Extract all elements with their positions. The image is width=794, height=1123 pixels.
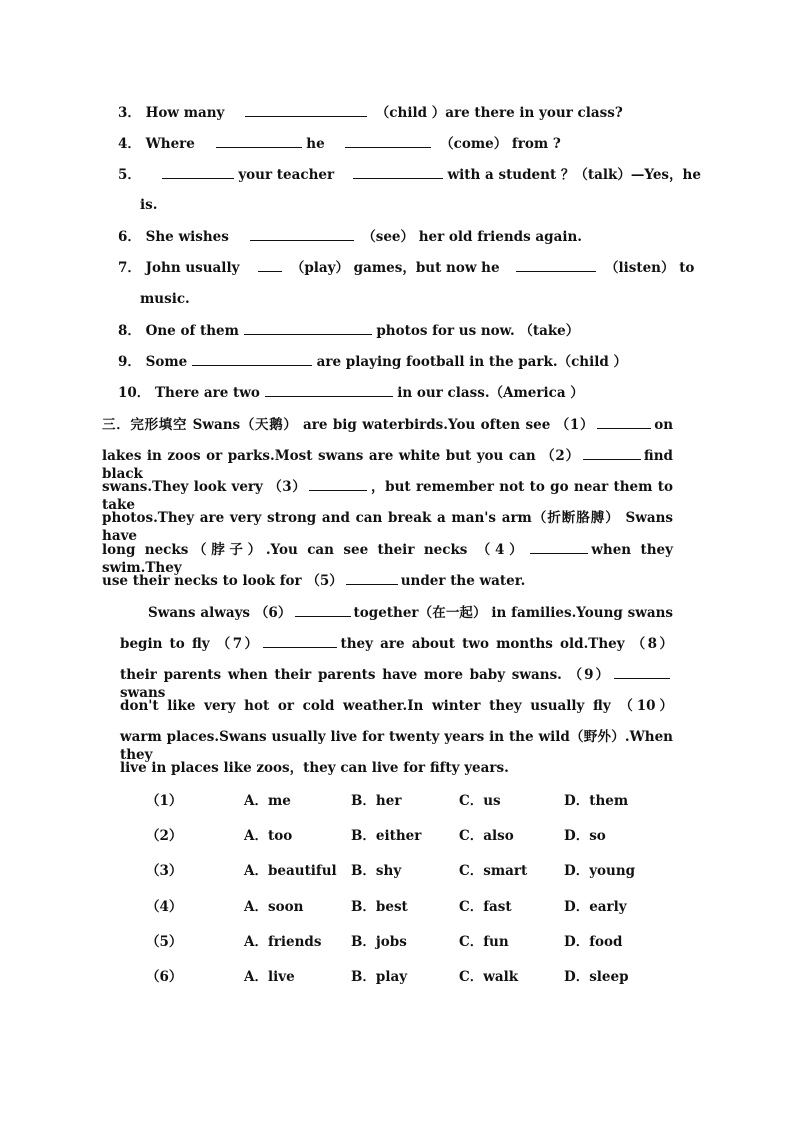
question-9 (118, 352, 627, 371)
question-7-continued: music. (140, 291, 190, 307)
option-choice-b[interactable]: B．either (351, 828, 422, 845)
option-choice-d[interactable]: D．so (564, 828, 606, 845)
question-text: photos for us now. （take） (376, 323, 580, 339)
passage-text: Swans（天鹅） are big waterbirds.You often see （1） (192, 417, 595, 433)
answer-blank[interactable] (192, 352, 312, 366)
question-text: he (306, 136, 325, 152)
option-number: （6） (146, 969, 183, 985)
option-choice-b[interactable]: B．her (351, 793, 402, 809)
passage-text: warm places.Swans usually live for twenty years in the wild（野外）.When they (120, 728, 673, 763)
question-text: （come） from ? (440, 136, 561, 152)
passage-text: live in places like zoos，they can live for fifty years. (120, 760, 509, 776)
answer-blank[interactable] (346, 571, 398, 585)
passage-text: they are about two months old.They （8） (340, 636, 673, 653)
answer-blank[interactable] (265, 383, 393, 397)
question-6 (118, 227, 582, 246)
option-choice-d[interactable]: D．young (564, 863, 636, 880)
question-text: in our class.（America ） (397, 385, 584, 401)
question-10 (118, 383, 584, 402)
question-5-continued: is. (140, 197, 158, 213)
option-choice-d[interactable]: D．early (564, 898, 627, 915)
option-row (0, 861, 794, 881)
answer-blank[interactable] (295, 603, 351, 617)
option-choice-a[interactable]: A．me (244, 793, 291, 809)
option-number: （3） (146, 863, 183, 880)
answer-blank[interactable] (245, 103, 367, 117)
question-text: John usually (145, 260, 240, 276)
question-text: Where (145, 136, 195, 152)
question-text: your teacher (238, 167, 335, 183)
option-choice-b[interactable]: B．play (351, 969, 408, 985)
passage-text: use their necks to look for （5） (102, 573, 343, 589)
passage-text: long necks（脖子）.You can see their necks （4） (102, 541, 528, 558)
option-number: （4） (146, 898, 183, 915)
answer-blank[interactable] (583, 446, 641, 460)
option-row (0, 897, 794, 917)
passage-text: begin to fly （7） (120, 636, 261, 653)
passage-text: don't like very hot or cold weather.In winter they usually fly （10） (120, 697, 673, 714)
passage-text: ，but remember not to go near them to take (102, 479, 673, 514)
option-row (0, 826, 794, 846)
question-text: How many (145, 105, 225, 121)
option-number: （2） (146, 828, 183, 845)
answer-blank[interactable] (353, 165, 443, 179)
question-number: 6． (118, 229, 141, 245)
option-choice-a[interactable]: A．beautiful (244, 863, 337, 880)
option-choice-c[interactable]: C．walk (459, 969, 519, 985)
cloze-line (102, 415, 673, 434)
cloze-line (148, 603, 673, 622)
answer-blank[interactable] (258, 258, 282, 272)
option-row (0, 791, 794, 811)
question-text: One of them (145, 323, 239, 339)
question-number: 9． (118, 354, 141, 370)
passage-text: swans (120, 685, 166, 702)
cloze-line (120, 759, 673, 777)
cloze-line (102, 571, 673, 590)
question-text: （listen） to (605, 260, 695, 276)
passage-text: when they swim.They (102, 541, 673, 576)
answer-blank[interactable] (244, 321, 372, 335)
passage-text: together（在一起） in families.Young swans (353, 605, 674, 621)
option-number: （5） (146, 933, 183, 950)
option-choice-d[interactable]: D．food (564, 933, 623, 950)
cloze-line (120, 634, 673, 653)
passage-text: their parents when their parents have more baby swans. （9） (120, 667, 611, 684)
question-text: She wishes (145, 229, 229, 245)
answer-blank[interactable] (345, 134, 431, 148)
question-number: 7． (118, 260, 141, 276)
question-text: There are two (155, 385, 260, 401)
question-text: （child ）are there in your class? (375, 105, 623, 121)
question-3 (118, 103, 623, 122)
passage-text: swans.They look very （3） (102, 479, 307, 496)
question-text: （play） games，but now he (290, 260, 500, 276)
option-choice-c[interactable]: C．also (459, 828, 514, 845)
option-choice-d[interactable]: D．them (564, 793, 629, 809)
question-number: 8． (118, 323, 141, 339)
question-5 (118, 165, 701, 184)
option-choice-c[interactable]: C．fun (459, 933, 509, 950)
answer-blank[interactable] (530, 540, 588, 554)
option-choice-b[interactable]: B．shy (351, 863, 402, 880)
option-choice-c[interactable]: C．us (459, 793, 501, 809)
answer-blank[interactable] (614, 665, 670, 679)
option-choice-b[interactable]: B．jobs (351, 933, 407, 950)
passage-text: lakes in zoos or parks.Most swans are white but you can （2） (102, 448, 580, 465)
question-7 (118, 258, 694, 277)
question-text: Some (145, 354, 188, 370)
question-text: are playing football in the park.（child ） (316, 354, 628, 370)
question-text: （see） her old friends again. (362, 229, 582, 245)
answer-blank[interactable] (162, 165, 234, 179)
answer-blank[interactable] (309, 477, 367, 491)
question-4 (118, 134, 561, 153)
passage-text: under the water. (400, 573, 526, 589)
cloze-line (120, 697, 673, 715)
option-choice-a[interactable]: A．live (244, 969, 295, 985)
question-number: 10． (118, 385, 151, 401)
option-choice-b[interactable]: B．best (351, 898, 408, 915)
option-choice-c[interactable]: C．fast (459, 898, 512, 915)
question-number: 4． (118, 136, 141, 152)
option-number: （1） (146, 793, 183, 809)
section-heading: 三．完形填空 (102, 417, 193, 433)
option-choice-a[interactable]: A．soon (244, 898, 304, 915)
question-text: with a student ？（talk）—Yes，he (447, 167, 701, 183)
passage-text: find black (102, 448, 673, 483)
passage-text: on (654, 417, 674, 433)
answer-blank[interactable] (597, 415, 651, 429)
question-8 (118, 321, 579, 340)
answer-blank[interactable] (250, 227, 354, 241)
answer-blank[interactable] (216, 134, 302, 148)
option-choice-a[interactable]: A．too (244, 828, 293, 845)
option-choice-c[interactable]: C．smart (459, 863, 528, 880)
question-number: 3． (118, 105, 141, 121)
option-row (0, 932, 794, 952)
answer-blank[interactable] (516, 258, 596, 272)
option-row (0, 967, 794, 987)
option-choice-d[interactable]: D．sleep (564, 969, 629, 985)
passage-text: Swans always （6） (148, 605, 292, 621)
option-choice-a[interactable]: A．friends (244, 933, 322, 950)
passage-text: photos.They are very strong and can break a man's arm（折断胳膊） Swans have (102, 509, 673, 544)
answer-blank[interactable] (263, 634, 337, 648)
question-number: 5． (118, 167, 141, 183)
